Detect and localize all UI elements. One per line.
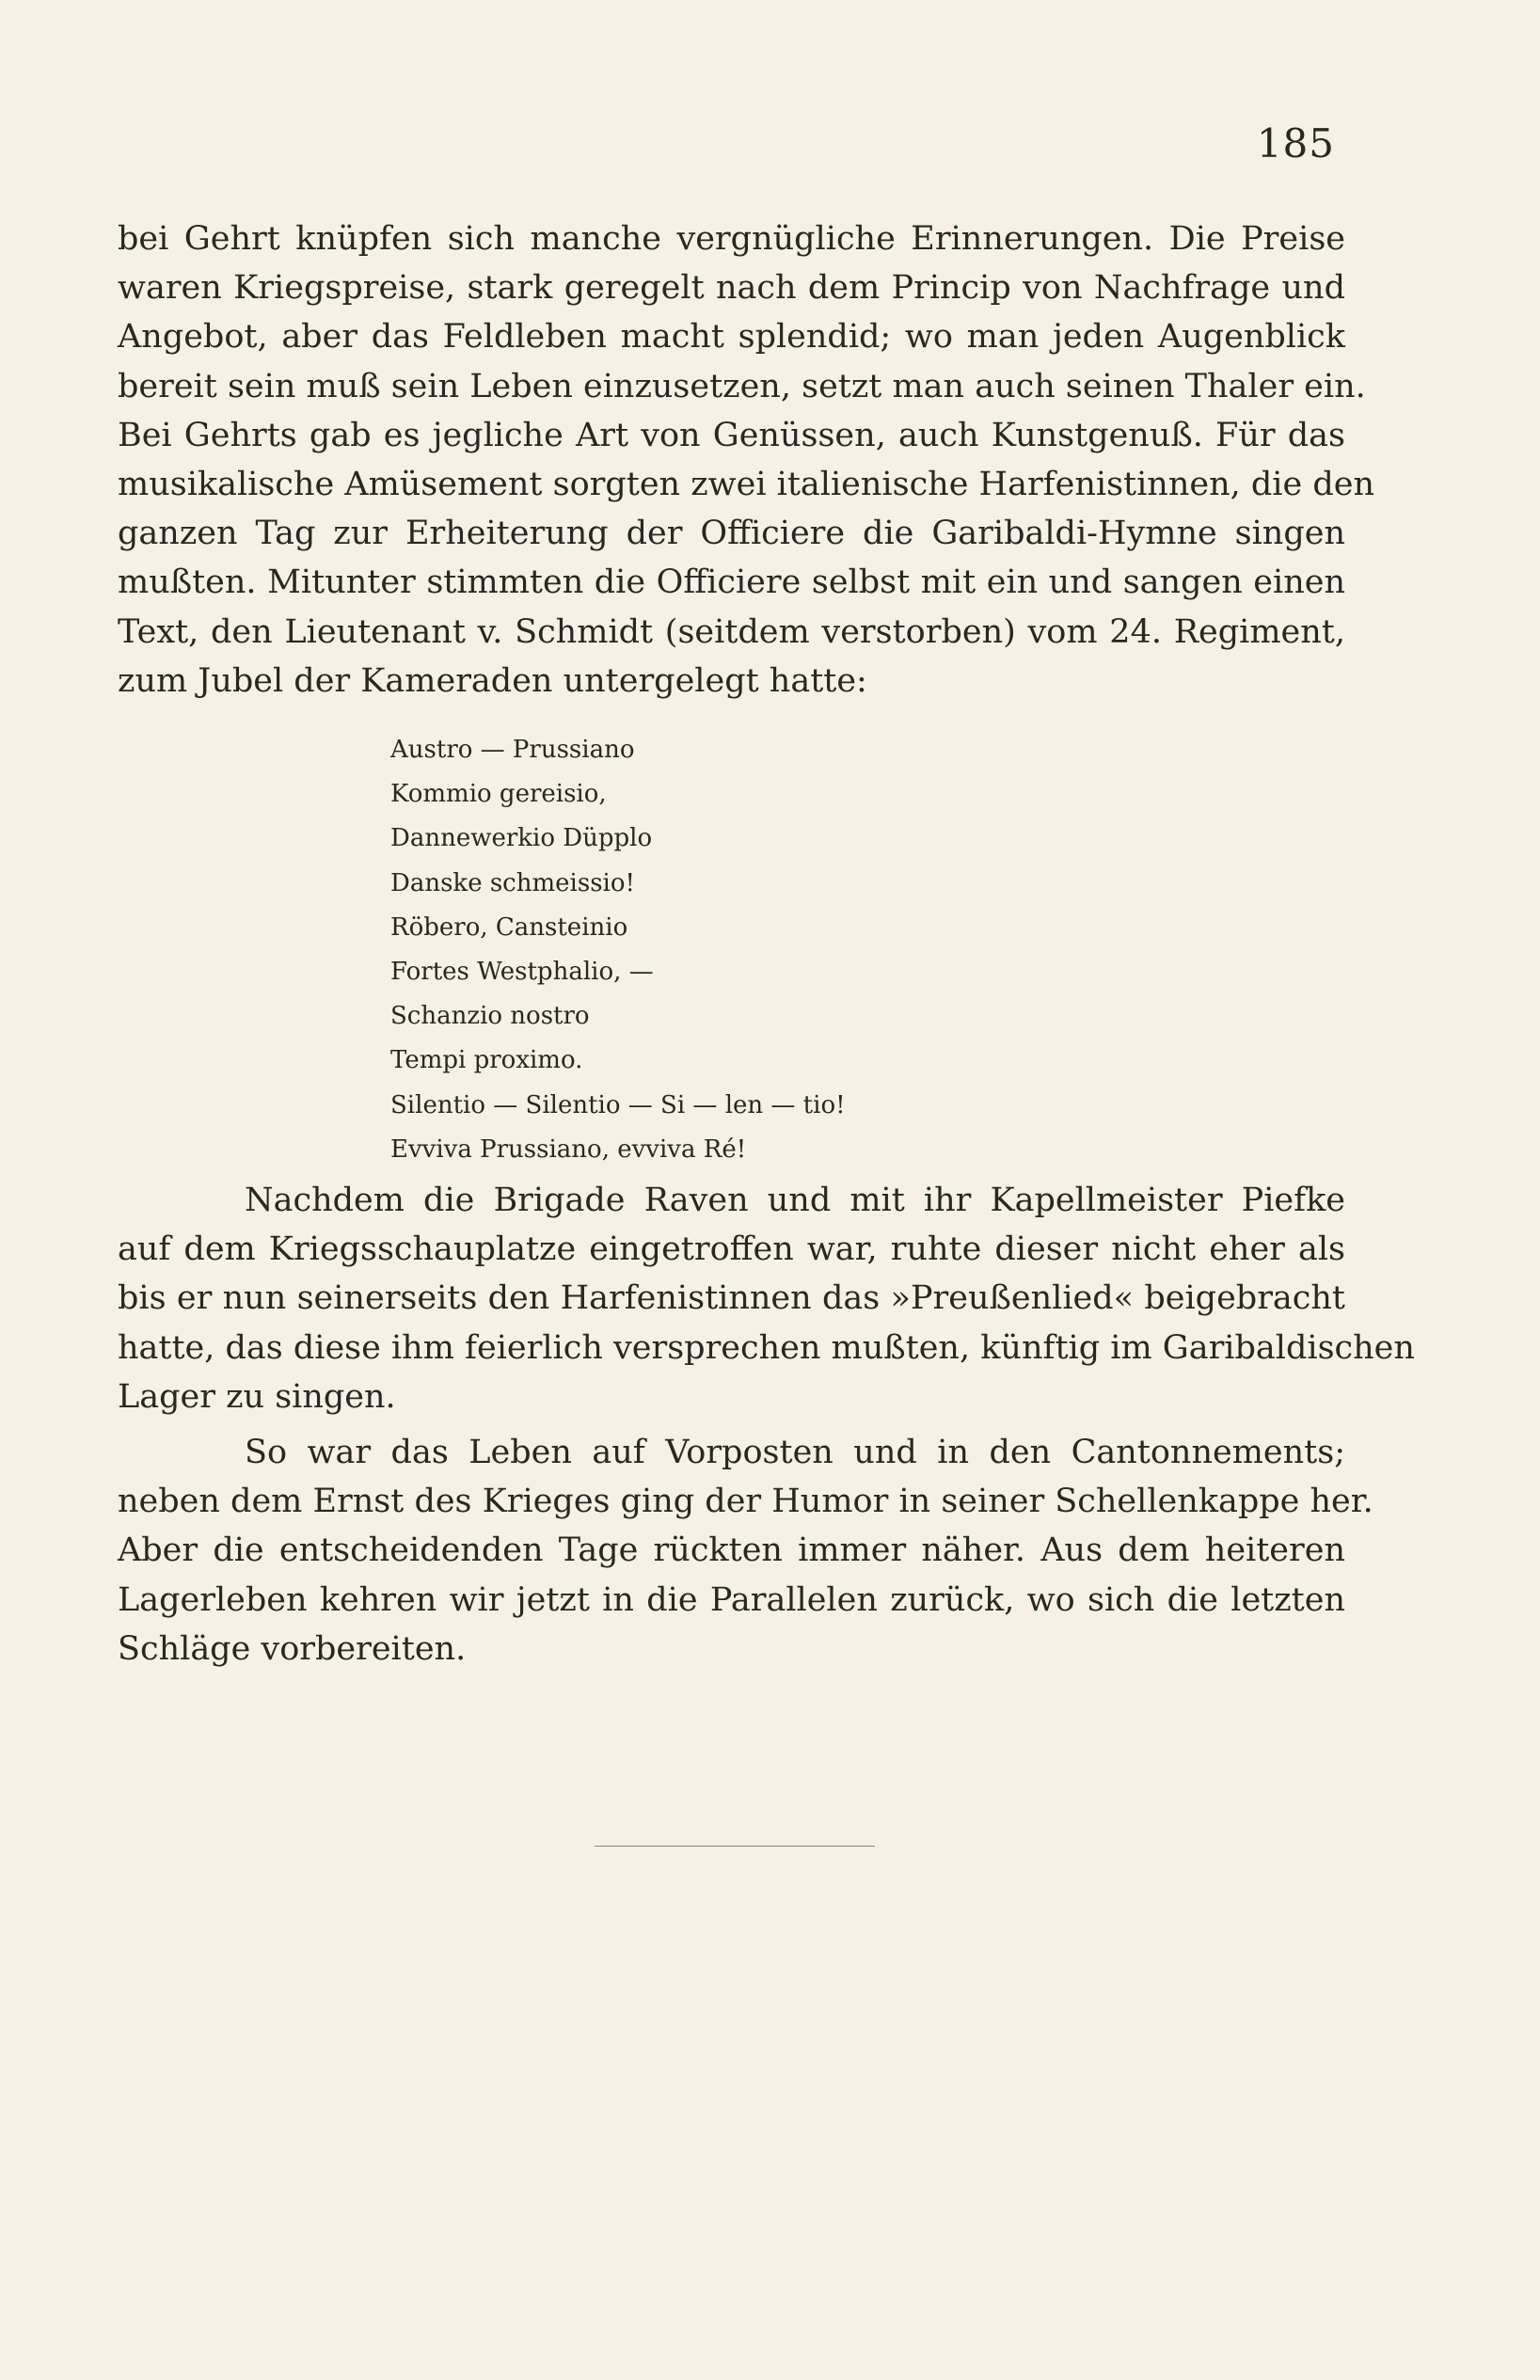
text-line: Aber die entscheidenden Tage rückten immer näher. Aus dem heiteren [118, 1531, 1345, 1570]
paragraph-1 [118, 214, 1374, 706]
verse-line: Tempi proximo. [390, 1046, 583, 1075]
text-line: Text, den Lieutenant v. Schmidt (seitdem verstorben) vom 24. Regiment, [118, 612, 1345, 651]
text-line: musikalische Amüsement sorgten zwei italienische Harfenistinnen, die den [118, 466, 1374, 504]
verse-line: Danske schmeissio! [390, 868, 635, 897]
verse-line: Schanzio nostro [390, 1002, 590, 1031]
text-line: mußten. Mitunter stimmten die Officiere selbst mit ein und sangen einen [118, 563, 1345, 602]
verse-block [390, 728, 846, 1172]
text-line: hatte, das diese ihm feierlich versprechen mußten, künftig im Garibaldischen [118, 1328, 1415, 1367]
page-number: 185 [1256, 120, 1335, 167]
text-line: zum Jubel der Kameraden untergelegt hatte: [118, 661, 867, 700]
text-line: Lager zu singen. [118, 1377, 396, 1416]
text-line: So war das Leben auf Vorposten und in den Cantonnements; [245, 1434, 1345, 1471]
text-line: Bei Gehrts gab es jegliche Art von Genüssen, auch Kunstgenuß. Für das [118, 416, 1345, 454]
text-line: Nachdem die Brigade Raven und mit ihr Kapellmeister Piefke [245, 1182, 1345, 1219]
text-line: bis er nun seinerseits den Harfenistinnen das »Preußenlied« beigebracht [118, 1279, 1345, 1318]
verse-line: Silentio — Silentio — Si — len — tio! [390, 1090, 846, 1119]
text-line: Angebot, aber das Feldleben macht splendid; wo man jeden Augenblick [118, 318, 1345, 357]
verse-line: Dannewerkio Düpplo [390, 824, 653, 853]
verse-line: Austro — Prussiano [390, 736, 635, 764]
verse-line: Evviva Prussiano, evviva Ré! [390, 1134, 747, 1164]
verse-line: Röbero, Cansteinio [390, 912, 628, 942]
text-line: bereit sein muß sein Leben einzusetzen, setzt man auch seinen Thaler ein. [118, 367, 1366, 405]
text-line: Schläge vorbereiten. [118, 1629, 467, 1668]
paragraph-2 [118, 1176, 1415, 1421]
text-line: neben dem Ernst des Krieges ging der Humor in seiner Schellenkappe her. [118, 1483, 1373, 1521]
text-line: auf dem Kriegsschauplatze eingetroffen war, ruhte dieser nicht eher als [118, 1230, 1345, 1269]
text-line: waren Kriegspreise, stark geregelt nach dem Princip von Nachfrage und [118, 269, 1345, 308]
paragraph-3 [118, 1428, 1373, 1674]
text-line: bei Gehrt knüpfen sich manche vergnügliche Erinnerungen. Die Preise [118, 220, 1345, 258]
verse-line: Fortes Westphalio, — [390, 958, 654, 987]
section-end-rule [595, 1846, 875, 1847]
text-line: ganzen Tag zur Erheiterung der Officiere die Garibaldi-Hymne singen [118, 515, 1345, 553]
verse-line: Kommio gereisio, [390, 780, 607, 809]
text-line: Lagerleben kehren wir jetzt in die Parallelen zurück, wo sich die letzten [118, 1580, 1345, 1619]
